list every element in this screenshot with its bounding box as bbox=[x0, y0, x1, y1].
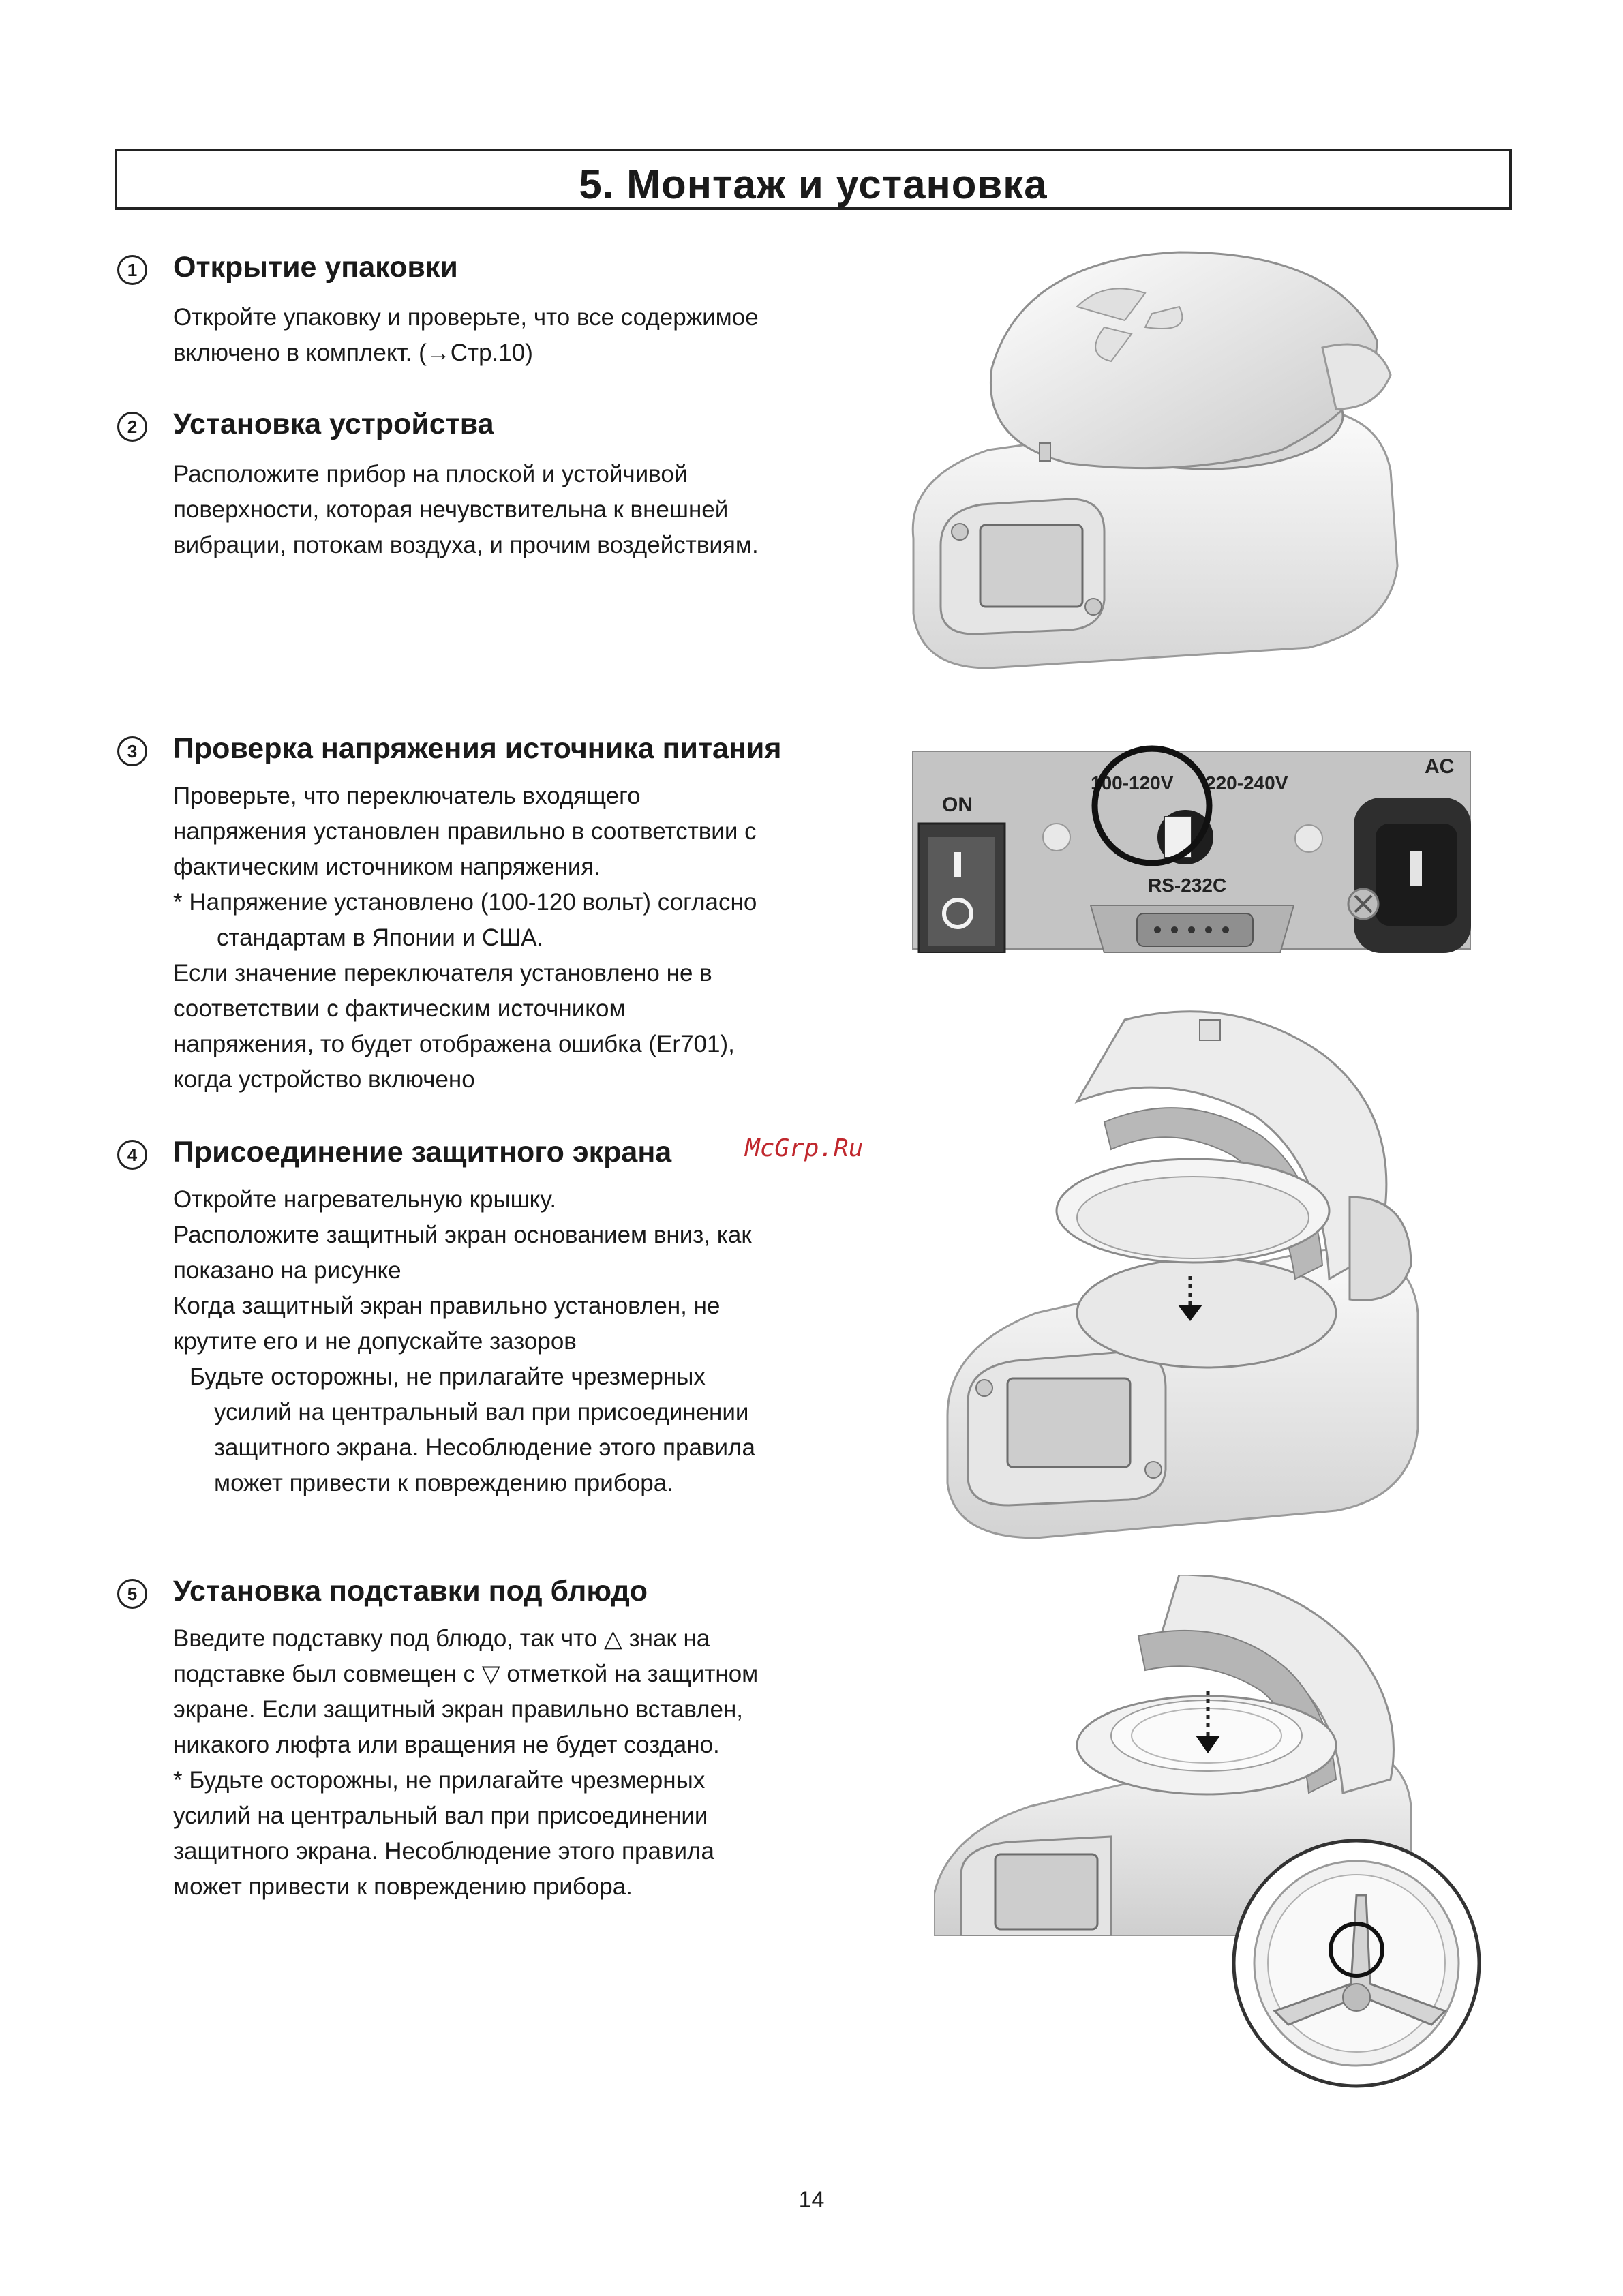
power-panel-illustration bbox=[912, 735, 1471, 953]
text-line: подставке был совмещен с ▽ отметкой на защитном bbox=[173, 1661, 759, 1687]
text-line: никакого люфта или вращения не будет создано. bbox=[173, 1732, 720, 1758]
section-install-device bbox=[115, 408, 898, 563]
warning-line: защитного экрана. Несоблюдение этого правила bbox=[173, 1838, 714, 1864]
step-number: 5 bbox=[117, 1579, 147, 1609]
ac-label: AC bbox=[1425, 755, 1455, 778]
section-open-package bbox=[115, 251, 898, 371]
switch-on-label: ON bbox=[942, 794, 973, 816]
text-line: Введите подставку под блюдо, так что △ знак на bbox=[173, 1625, 710, 1652]
warning-line: * Будьте осторожны, не прилагайте чрезмерных bbox=[173, 1767, 706, 1794]
text-line: Откройте нагревательную крышку. bbox=[173, 1186, 557, 1213]
device-open-shield-illustration bbox=[941, 993, 1431, 1552]
warning-line: усилий на центральный вал при присоединении bbox=[173, 1802, 708, 1829]
rs232c-label: RS-232C bbox=[1148, 875, 1227, 896]
step-number: 3 bbox=[117, 736, 147, 766]
text-line: когда устройство включено bbox=[173, 1066, 475, 1093]
warning-line: Будьте осторожны, не прилагайте чрезмерных bbox=[189, 1363, 706, 1390]
section-title: Присоединение защитного экрана bbox=[173, 1136, 672, 1168]
step-number: 2 bbox=[117, 412, 147, 442]
note-line: * Напряжение установлено (100-120 вольт) согласно bbox=[173, 889, 757, 916]
text-line: напряжения установлен правильно в соответствии с bbox=[173, 818, 757, 845]
section-title: Установка подставки под блюдо bbox=[173, 1575, 648, 1607]
text-line: Когда защитный экран правильно установлен, не bbox=[173, 1293, 721, 1319]
step-number: 1 bbox=[117, 255, 147, 285]
text-line: соответствии с фактическим источником bbox=[173, 995, 626, 1022]
text-line: включено в комплект. (→Стр.10) bbox=[173, 339, 533, 366]
section-title: Открытие упаковки bbox=[173, 251, 458, 284]
text-line: Расположите прибор на плоской и устойчивой bbox=[173, 461, 688, 487]
section-title: Установка устройства bbox=[173, 408, 494, 440]
text-line: вибрации, потокам воздуха, и прочим воздействиям. bbox=[173, 532, 759, 558]
voltage-label-100: 100-120V bbox=[1091, 772, 1174, 794]
warning-line: усилий на центральный вал при присоединении bbox=[214, 1399, 749, 1425]
text-line: напряжения, то будет отображена ошибка (Er701), bbox=[173, 1031, 735, 1057]
dish-holder-illustration bbox=[934, 1575, 1493, 2093]
step-number: 4 bbox=[117, 1140, 147, 1170]
text-line: Откройте упаковку и проверьте, что все содержимое bbox=[173, 304, 759, 331]
warning-line: может привести к повреждению прибора. bbox=[173, 1873, 633, 1900]
section-attach-shield bbox=[115, 1136, 898, 1501]
text-line: Проверьте, что переключатель входящего bbox=[173, 783, 641, 809]
warning-line: защитного экрана. Несоблюдение этого правила bbox=[214, 1434, 755, 1461]
page-title: 5. Монтаж и установка bbox=[579, 162, 1048, 207]
section-title: Проверка напряжения источника питания bbox=[173, 732, 782, 765]
voltage-label-220: 220-240V bbox=[1205, 772, 1288, 794]
page-number: 14 bbox=[798, 2187, 825, 2213]
text-line: крутите его и не допускайте зазоров bbox=[173, 1328, 577, 1355]
text-line: поверхности, которая нечувствительна к внешней bbox=[173, 496, 729, 523]
section-check-voltage bbox=[115, 732, 898, 1098]
section-install-dish-holder bbox=[115, 1575, 898, 1905]
watermark: McGrp.Ru bbox=[745, 1134, 864, 1162]
page-title-box bbox=[115, 149, 1512, 210]
text-line: показано на рисунке bbox=[173, 1257, 401, 1284]
warning-line: может привести к повреждению прибора. bbox=[214, 1470, 673, 1496]
text-line: Расположите защитный экран основанием вниз, как bbox=[173, 1222, 752, 1248]
device-closed-illustration bbox=[900, 245, 1418, 682]
text-line: Если значение переключателя установлено не в bbox=[173, 960, 712, 986]
text-line: фактическим источником напряжения. bbox=[173, 854, 601, 880]
text-line: экране. Если защитный экран правильно вставлен, bbox=[173, 1696, 744, 1723]
note-line: стандартам в Японии и США. bbox=[217, 924, 544, 951]
